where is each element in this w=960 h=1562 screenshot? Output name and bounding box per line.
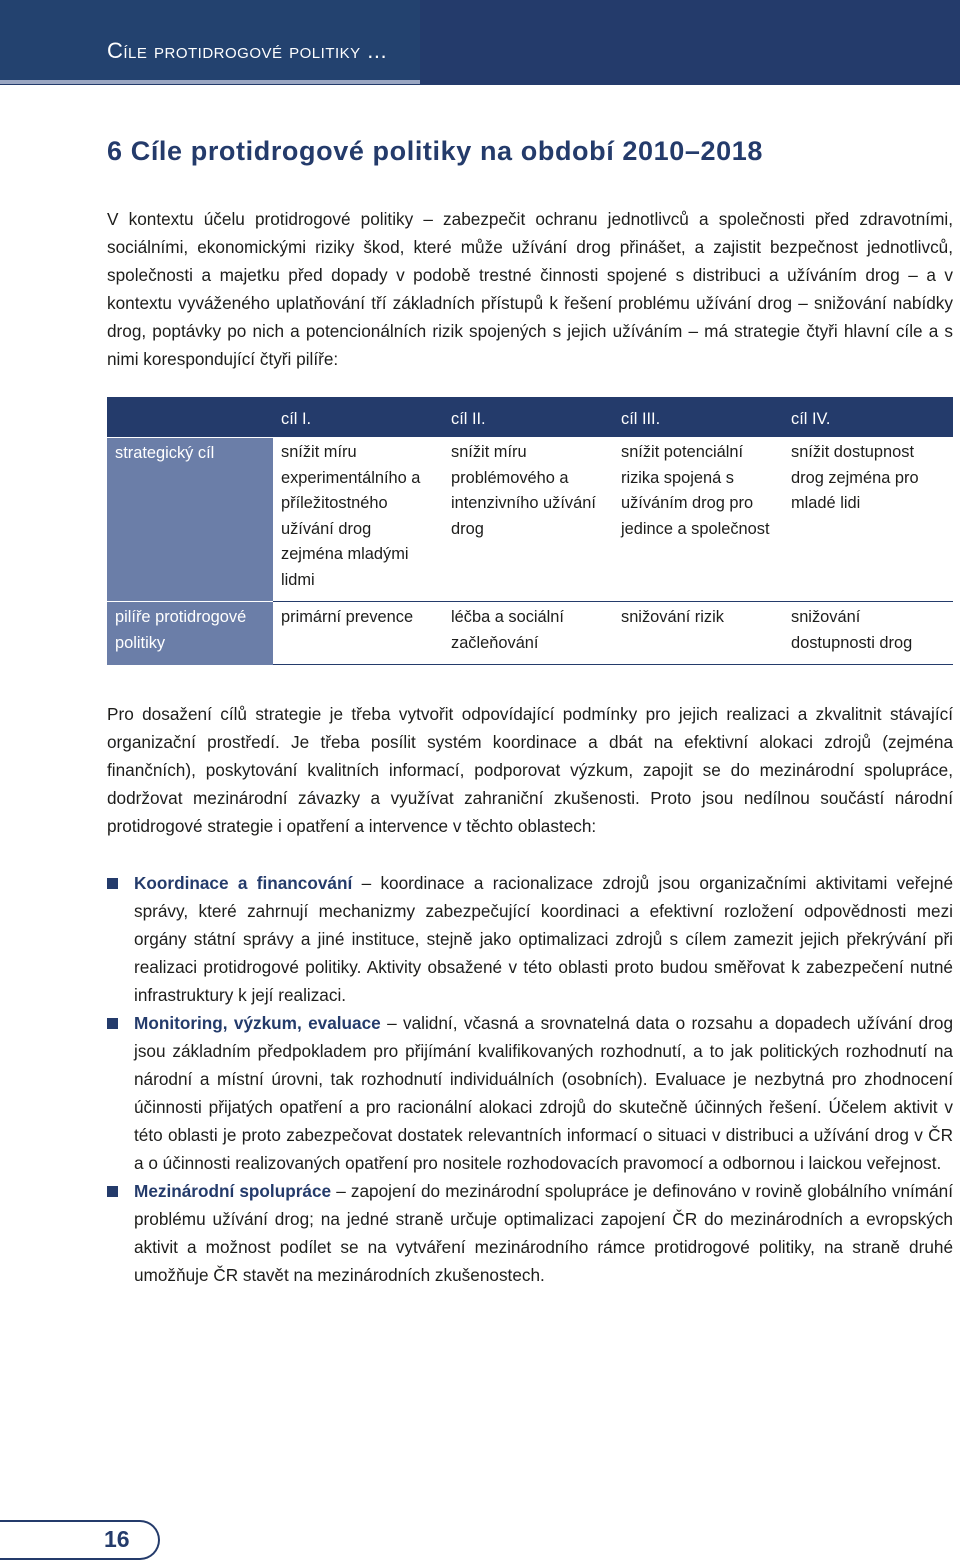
column-header-goal-1: cíl I. (273, 397, 443, 437)
list-item-text: – zapojení do mezinárodní spolupráce je definováno v rovině globálního vnímání problému užívání drog; na jedné straně určuje optimalizaci zapojení ČR do mezinárodních a evropských aktivit a možnost podílet se na vytváření mezinárodního rámce protidrogové politiky, na straně druhé umožňuje ČR stavět na mezinárodních zkušenostech. (134, 1181, 953, 1285)
column-header-goal-2: cíl II. (443, 397, 613, 437)
list-item (107, 1177, 953, 1289)
page-number: 16 (104, 1526, 130, 1552)
square-bullet-icon (107, 1018, 118, 1029)
followup-paragraph: Pro dosažení cílů strategie je třeba vytvořit odpovídající podmínky pro jejich realizaci a zkvalitnit stávající organizační prostředí. Je třeba posílit systém koordinace a dbát na efektivní alokaci zdrojů (zejména finančních), poskytování kvalitních informací, podporovat výzkum, zapojit se do mezinárodní spolupráce, dodržovat mezinárodní závazky a využívat zahraniční zkušenosti. Proto jsou nedílnou součástí národní protidrogové strategie i opatření a intervence v těchto oblastech: (107, 704, 953, 836)
list-item-term: Koordinace a financování (134, 873, 353, 893)
table-row (107, 437, 953, 602)
list-item-text: – koordinace a racionalizace zdrojů jsou organizačními aktivitami veřejné správy, které zahrnují mechanizmy zabezpečující koordinaci a efektivní rozložení odpovědnosti mezi orgány státní správy a jiné instituce, stejně jako optimalizaci zdrojů s cílem zamezit jejich překrývání při realizaci protidrogové politiky. Aktivity obsažené v této oblasti proto budou směřovat k zabezpečení nutné infrastruktury k její realizaci. (134, 873, 954, 1005)
column-header-goal-3: cíl III. (613, 397, 783, 437)
table-cell: primární prevence (273, 602, 443, 665)
table-cell: snižování rizik (613, 602, 783, 665)
running-head: Cíle protidrogové politiky ... (107, 38, 388, 63)
list-item (107, 1009, 953, 1177)
list-item-term: Monitoring, výzkum, evaluace (134, 1013, 381, 1033)
table-corner-cell (107, 397, 273, 437)
table-cell: snižování dostupnosti drog (783, 602, 953, 665)
section-title: 6 Cíle protidrogové politiky na období 2010–2018 (107, 136, 763, 166)
row-header-strategic-goal: strategický cíl (107, 437, 273, 602)
measures-list (107, 869, 953, 1289)
column-header-goal-4: cíl IV. (783, 397, 953, 437)
table-cell: snížit míru experimentálního a příležitostného užívání drog zejména mladými lidmi (273, 437, 443, 602)
list-item-text: – validní, včasná a srovnatelná data o rozsahu a dopadech užívání drog jsou základním předpokladem pro přijímání kvalifikovaných rozhodnutí, a to jak politických rozhodnutí na národní a místní úrovni, tak rozhodnutí individuálních (osobních). Evaluace je nezbytná pro zhodnocení účinnosti přijatých opatření a pro racionální alokaci zdrojů do skutečně účinných řešení. Účelem aktivit v této oblasti je proto zabezpečovat dostatek relevantních informací o situaci v distribuci a užívání drog v ČR a o účinnosti realizovaných opatření pro nositele rozhodovacích pravomocí a odbornou i laickou veřejnost. (134, 1013, 953, 1173)
table-cell: snížit dostupnost drog zejména pro mladé lidi (783, 437, 953, 602)
table-header-row (107, 397, 953, 437)
list-item-term: Mezinárodní spolupráce (134, 1181, 332, 1201)
page-number-frame (0, 1520, 160, 1560)
square-bullet-icon (107, 878, 118, 889)
table-cell: léčba a sociální začleňování (443, 602, 613, 665)
list-item (107, 869, 953, 1009)
table-cell: snížit potenciální rizika spojená s užíváním drog pro jedince a společnost (613, 437, 783, 602)
table-cell: snížit míru problémového a intenzivního užívání drog (443, 437, 613, 602)
goals-table (107, 397, 953, 665)
table-row (107, 602, 953, 665)
intro-paragraph: V kontextu účelu protidrogové politiky – zabezpečit ochranu jednotlivců a společnosti před zdravotními, sociálními, ekonomickými riziky škod, které může užívání drog přinášet, a zajistit bezpečnost jednotlivců, společnosti a majetku před dopady v podobě trestné činnosti spojené s distribuci a užíváním drog – a v kontextu vyváženého uplatňování tří základních přístupů k řešení problému užívání drog – snižování nabídky drog, poptávky po nich a potencionálních rizik spojených s jejich užíváním – má strategie čtyři hlavní cíle a s nimi korespondující čtyři pilíře: (107, 209, 953, 369)
square-bullet-icon (107, 1186, 118, 1197)
row-header-pillars: pilíře protidrogové politiky (107, 602, 273, 665)
